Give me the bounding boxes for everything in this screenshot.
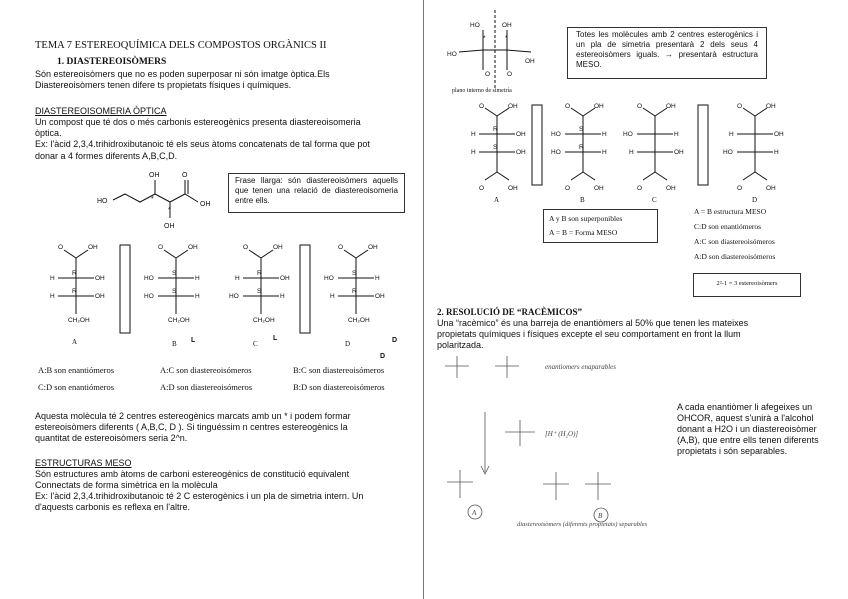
label-a-right: A (494, 196, 500, 204)
section1-heading: 1. DIASTEREOISÒMERS (57, 57, 167, 67)
svg-text:S: S (172, 270, 177, 277)
page-title: TEMA 7 ESTEREOQUÍMICA DELS COMPOSTOS ORGÀNICS II (35, 40, 327, 51)
svg-text:HO: HO (551, 131, 561, 138)
svg-text:H: H (602, 149, 607, 156)
svg-text:R: R (493, 126, 498, 133)
meso-box: Totes les molècules amb 2 centres esterogènics i un pla de simetria presentarà 2 dels seus 4 estereoisòmers iguals. → presentarà estructura MESO. (567, 27, 767, 79)
svg-text:OH: OH (375, 293, 385, 300)
svg-text:R: R (352, 288, 357, 295)
svg-text:OH: OH (766, 185, 776, 192)
fischer-projections-left (48, 240, 408, 355)
svg-text:O: O (737, 185, 743, 192)
section2-heading: 2. RESOLUCIÓ DE “RACÈMICOS” (437, 307, 583, 317)
meso-text-1: Són estructures amb àtoms de carboni estereogènics de constitució equivalent (35, 469, 350, 479)
skeletal-molecule (95, 168, 215, 238)
svg-text:CH₂OH: CH₂OH (168, 317, 190, 324)
svg-text:OH: OH (666, 103, 676, 110)
diastereo-text-3: Ex: l'àcid 2,3,4.trihidroxibutanoic té els seus àtoms concatenats de tal forma que pot (35, 139, 370, 149)
handwritten-enantiomers: enantiomers enaparables (545, 363, 616, 371)
section2-text-2: propietats químiques i físiques excepte el seu comportament en front la llum (437, 329, 741, 339)
section1-text-1: Són estereoisòmers que no es poden superposar ni són imatge òptica.Els (35, 69, 330, 79)
mark-d-1: D (392, 337, 398, 344)
svg-text:*: * (505, 35, 508, 42)
svg-text:OH: OH (502, 22, 512, 29)
svg-text:HO: HO (551, 149, 561, 156)
handwritten-sketch (435, 352, 670, 537)
list-item: A = B estructura MESO (694, 207, 767, 216)
label-c-right: C (652, 196, 657, 204)
molecule-text-2: estereoisòmers diferents ( A,B,C, D ). Si tinguéssim n centres estereogènics la (35, 422, 348, 432)
superponibles-line-1: A y B son superponibles (549, 214, 623, 223)
svg-text:S: S (172, 288, 177, 295)
table-cell: A:C son diastereoisómeros (160, 365, 252, 375)
svg-text:S: S (257, 288, 262, 295)
svg-text:OH: OH (516, 149, 526, 156)
svg-text:O: O (182, 172, 188, 179)
svg-text:HO: HO (324, 275, 334, 282)
svg-text:OH: OH (508, 103, 518, 110)
label-b-right: B (580, 196, 585, 204)
svg-text:HO: HO (623, 131, 633, 138)
mark-d-2: D (380, 353, 386, 360)
diastereo-text-2: òptica. (35, 128, 62, 138)
svg-text:O: O (479, 103, 485, 110)
plane-caption: plano interno de simetría (452, 88, 512, 94)
svg-text:S: S (579, 126, 584, 133)
svg-text:O: O (565, 103, 571, 110)
svg-text:H: H (471, 131, 476, 138)
svg-text:H: H (195, 275, 200, 282)
label-d-left: D (345, 340, 351, 348)
svg-text:H: H (375, 275, 380, 282)
svg-text:S: S (493, 144, 498, 151)
frase-llarga-box: Frase llarga: són diastereoisòmers aquells que tenen una relació de diastereoisomeria entre ells. (228, 173, 405, 213)
svg-text:HO: HO (144, 275, 154, 282)
svg-text:OH: OH (273, 244, 283, 251)
handwritten-separables: diastereoisòmers (diferents propietats) separables (517, 521, 648, 528)
svg-text:S: S (352, 270, 357, 277)
svg-text:CH₂OH: CH₂OH (68, 317, 90, 324)
meso-text-4: d'aquests carbonis es reflexa en l'altre. (35, 502, 191, 512)
svg-text:O: O (479, 185, 485, 192)
superponibles-line-2: A = B = Forma MESO (549, 228, 618, 237)
svg-text:OH: OH (766, 103, 776, 110)
svg-text:O: O (565, 185, 571, 192)
table-cell: A:B son enantiómeros (38, 365, 115, 375)
svg-text:OH: OH (95, 293, 105, 300)
svg-text:HO: HO (229, 293, 239, 300)
diastereo-text-4: donar a 4 formes diferents A,B,C,D. (35, 151, 178, 161)
svg-text:*: * (483, 35, 486, 42)
svg-text:H: H (235, 275, 240, 282)
svg-text:H: H (602, 131, 607, 138)
svg-text:H: H (674, 131, 679, 138)
svg-text:H: H (50, 275, 55, 282)
svg-text:OH: OH (164, 223, 175, 230)
list-item: A:D son diastereoisómeros (694, 252, 776, 261)
svg-text:HO: HO (723, 149, 733, 156)
svg-text:HO: HO (447, 51, 457, 58)
svg-text:OH: OH (525, 58, 535, 65)
svg-text:OH: OH (368, 244, 378, 251)
svg-text:*: * (151, 196, 154, 203)
svg-text:R: R (72, 288, 77, 295)
hcor-text: A cada enantiòmer li afegeixes un OHCOR, aquest s'unirà a l'alcohol donant a H2O i un diastereoisòmer (A,B), que entre ells tenen diferents propietats i són separables. (677, 402, 819, 456)
label-c-left: C (253, 340, 258, 348)
svg-text:OH: OH (280, 275, 290, 282)
table-cell: A:D son diastereoisómeros (160, 382, 253, 392)
list-item: A:C son diastereoisómeros (694, 237, 775, 246)
page-divider (423, 0, 424, 599)
svg-text:O: O (737, 103, 743, 110)
svg-text:O: O (637, 103, 643, 110)
svg-text:OH: OH (188, 244, 198, 251)
svg-text:OH: OH (508, 185, 518, 192)
svg-text:O: O (637, 185, 643, 192)
svg-text:H: H (195, 293, 200, 300)
svg-text:OH: OH (774, 131, 784, 138)
table-cell: B:C son diastereoisómeros (293, 365, 385, 375)
svg-text:OH: OH (200, 201, 211, 208)
svg-text:O: O (158, 244, 164, 251)
svg-text:O: O (507, 71, 513, 78)
svg-text:OH: OH (674, 149, 684, 156)
handwritten-water: [H⁺ (H₂O)] (545, 430, 579, 438)
svg-text:CH₂OH: CH₂OH (253, 317, 275, 324)
formula-box: 2²-1 = 3 estereoisòmers (693, 273, 801, 297)
list-item: C:D son enantiómeros (694, 222, 762, 231)
molecule-text-1: Aquesta molècula té 2 centres estereogènics marcats amb un * i podem formar (35, 411, 351, 421)
table-cell: C:D son enantiómeros (38, 382, 115, 392)
svg-text:R: R (72, 270, 77, 277)
svg-text:OH: OH (149, 172, 160, 179)
svg-text:R: R (257, 270, 262, 277)
superponibles-box (543, 209, 658, 243)
section2-text-3: polaritzada. (437, 340, 484, 350)
svg-text:H: H (330, 293, 335, 300)
meso-text-3: Ex: l'àcid 2,3,4.trihidroxibutanoic té 2 C esterogènics i un pla de simetria intern. Un (35, 491, 364, 501)
mark-l-1: L (191, 337, 196, 344)
svg-text:OH: OH (516, 131, 526, 138)
meso-heading: ESTRUCTURAS MESO (35, 458, 132, 468)
label-b-left: B (172, 340, 177, 348)
svg-text:OH: OH (95, 275, 105, 282)
svg-text:HO: HO (97, 198, 108, 205)
svg-text:HO: HO (470, 22, 480, 29)
diastereo-heading: DIASTEREOISOMERIA ÒPTICA (35, 106, 167, 116)
svg-text:O: O (338, 244, 344, 251)
table-cell: B:D son diastereoisómeros (293, 382, 385, 392)
svg-text:OH: OH (594, 185, 604, 192)
meso-list (694, 204, 775, 264)
label-a-left: A (72, 338, 78, 346)
svg-text:H: H (471, 149, 476, 156)
label-d-right: D (752, 196, 758, 204)
svg-text:O: O (485, 71, 491, 78)
circled-b: B (598, 512, 603, 520)
svg-text:HO: HO (144, 293, 154, 300)
svg-text:OH: OH (88, 244, 98, 251)
fischer-projections-right (462, 102, 807, 194)
svg-text:R: R (579, 144, 584, 151)
diastereo-text-1: Un compost que té dos o més carbonis estereogènics presenta diastereoisomeria (35, 117, 361, 127)
svg-text:H: H (774, 149, 779, 156)
meso-molecule-diagram (445, 10, 555, 92)
svg-text:H: H (629, 149, 634, 156)
meso-text-2: Connectats de forma simètrica en la molècula (35, 480, 218, 490)
svg-text:O: O (58, 244, 64, 251)
svg-text:H: H (280, 293, 285, 300)
section2-text-1: Una “racèmico” és una barreja de enantiòmers al 50% que tenen les mateixes (437, 318, 749, 328)
svg-text:H: H (50, 293, 55, 300)
svg-text:OH: OH (594, 103, 604, 110)
svg-text:O: O (243, 244, 249, 251)
svg-text:*: * (168, 207, 171, 214)
svg-text:OH: OH (666, 185, 676, 192)
molecule-text-3: quantitat de estereoisòmers seria 2^n. (35, 433, 188, 443)
mark-l-2: L (273, 335, 278, 342)
circled-a: A (472, 509, 477, 517)
svg-text:H: H (729, 131, 734, 138)
svg-text:CH₂OH: CH₂OH (348, 317, 370, 324)
section1-text-2: Diastereoisòmers tenen difere ts propietats físiques i químiques. (35, 80, 292, 90)
